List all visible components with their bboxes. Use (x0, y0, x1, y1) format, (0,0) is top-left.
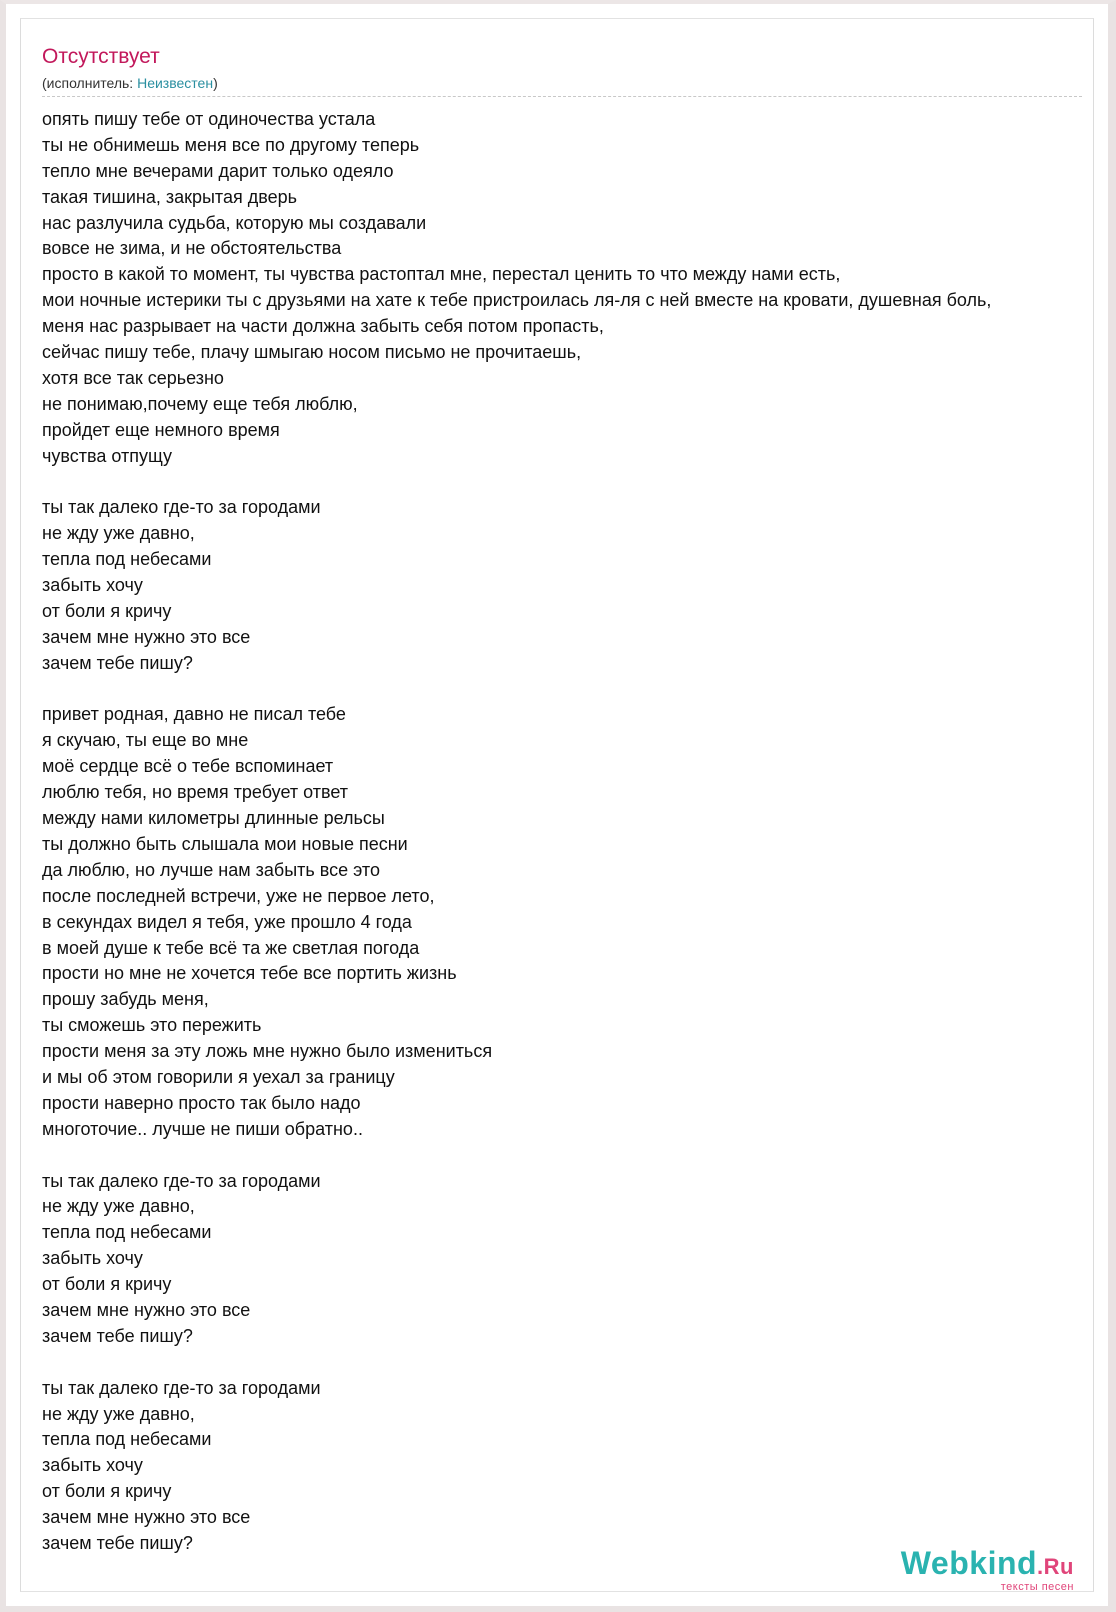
lyric-line: ты должно быть слышала мои новые песни (42, 833, 408, 854)
lyric-line: тепла под небесами (42, 549, 212, 570)
lyric-line: многоточие.. лучше не пиши обратно.. (42, 1118, 363, 1139)
lyric-line: не жду уже давно, (42, 523, 195, 544)
lyric-line: от боли я кричу (42, 600, 172, 621)
lyrics-body (42, 107, 1116, 1557)
lyric-line: зачем тебе пишу? (42, 652, 193, 673)
lyric-line: ты так далеко где-то за городами (42, 497, 321, 518)
lyric-line: вовсе не зима, и не обстоятельства (42, 238, 342, 259)
lyric-line: да люблю, но лучше нам забыть все это (42, 859, 380, 880)
lyric-line: моё сердце всё о тебе вспоминает (42, 756, 334, 777)
lyric-line: прошу забудь меня, (42, 989, 209, 1010)
lyric-line: зачем мне нужно это все (42, 1507, 251, 1528)
artist-line (42, 74, 218, 92)
lyric-line: я скучаю, ты еще во мне (42, 730, 249, 751)
lyric-line: мои ночные истерики ты с друзьями на хате к тебе пристроилась ля-ля с ней вместе на кровати, душевная боль, (42, 290, 992, 311)
lyric-line: зачем тебе пишу? (42, 1532, 193, 1553)
lyric-blank-line (42, 469, 1116, 495)
lyric-line: привет родная, давно не писал тебе (42, 704, 346, 725)
lyric-line: нас разлучила судьба, которую мы создавали (42, 212, 427, 233)
lyric-line: прости наверно просто так было надо (42, 1092, 361, 1113)
site-watermark (901, 1546, 1074, 1592)
watermark-logo (901, 1546, 1074, 1584)
lyric-line: забыть хочу (42, 1248, 143, 1269)
lyric-line: забыть хочу (42, 575, 143, 596)
lyric-line: в моей душе к тебе всё та же светлая погода (42, 937, 420, 958)
lyric-blank-line (42, 677, 1116, 703)
lyric-line: после последней встречи, уже не первое лето, (42, 885, 435, 906)
lyric-line: тепло мне вечерами дарит только одеяло (42, 160, 394, 181)
lyric-line: ты так далеко где-то за городами (42, 1377, 321, 1398)
watermark-tagline: тексты песен (1000, 1581, 1074, 1593)
lyric-line: от боли я кричу (42, 1274, 172, 1295)
lyric-blank-line (42, 1143, 1116, 1169)
lyric-line: ты так далеко где-то за городами (42, 1170, 321, 1191)
song-title: Отсутствует (42, 45, 160, 68)
lyric-line: между нами километры длинные рельсы (42, 808, 385, 829)
lyric-line: тепла под небесами (42, 1222, 212, 1243)
lyric-line: не жду уже давно, (42, 1196, 195, 1217)
header-divider (42, 96, 1082, 97)
lyric-line: тепла под небесами (42, 1429, 212, 1450)
lyric-line: люблю тебя, но время требует ответ (42, 782, 348, 803)
watermark-tld: .Ru (1037, 1554, 1074, 1579)
lyric-line: пройдет еще немного время (42, 419, 280, 440)
lyric-line: прости но мне не хочется тебе все портить жизнь (42, 963, 457, 984)
artist-prefix: (исполнитель: (42, 75, 138, 91)
lyric-line: такая тишина, закрытая дверь (42, 186, 297, 207)
artist-suffix: ) (213, 75, 218, 91)
lyric-line: сейчас пишу тебе, плачу шмыгаю носом письмо не прочитаешь, (42, 342, 582, 363)
lyric-line: меня нас разрывает на части должна забыть себя потом пропасть, (42, 316, 604, 337)
lyric-line: и мы об этом говорили я уехал за границу (42, 1066, 395, 1087)
lyric-line: просто в какой то момент, ты чувства растоптал мне, перестал ценить то что между нами есть, (42, 264, 841, 285)
lyric-line: в секундах видел я тебя, уже прошло 4 года (42, 911, 412, 932)
lyric-line: зачем мне нужно это все (42, 626, 251, 647)
lyric-line: зачем мне нужно это все (42, 1299, 251, 1320)
lyric-line: не жду уже давно, (42, 1403, 195, 1424)
lyric-line: ты не обнимешь меня все по другому теперь (42, 134, 420, 155)
lyric-line: прости меня за эту ложь мне нужно было измениться (42, 1041, 493, 1062)
watermark-name: Webkind (900, 1545, 1038, 1581)
lyric-line: не понимаю,почему еще тебя люблю, (42, 393, 358, 414)
lyric-blank-line (42, 1350, 1116, 1376)
lyric-line: опять пишу тебе от одиночества устала (42, 109, 376, 129)
lyric-line: забыть хочу (42, 1455, 143, 1476)
artist-link[interactable]: Неизвестен (137, 75, 214, 91)
lyric-line: зачем тебе пишу? (42, 1325, 193, 1346)
song-header (42, 44, 218, 92)
lyric-line: хотя все так серьезно (42, 367, 224, 388)
lyric-line: чувства отпущу (42, 445, 172, 466)
lyric-line: от боли я кричу (42, 1481, 172, 1502)
lyric-line: ты сможешь это пережить (42, 1015, 262, 1036)
